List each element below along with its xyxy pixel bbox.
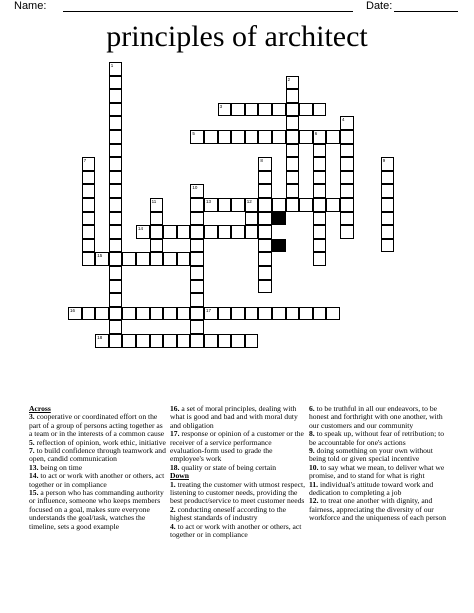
- crossword-cell[interactable]: [190, 252, 204, 266]
- crossword-cell[interactable]: [109, 252, 123, 266]
- down-heading: Down: [170, 471, 189, 481]
- crossword-cell[interactable]: [82, 225, 96, 239]
- crossword-cell[interactable]: [82, 184, 96, 198]
- crossword-cell[interactable]: [204, 130, 218, 144]
- crossword-cell[interactable]: [82, 307, 96, 321]
- crossword-cell[interactable]: [286, 157, 300, 171]
- crossword-cell[interactable]: [150, 252, 164, 266]
- crossword-cell[interactable]: [340, 225, 354, 239]
- crossword-cell[interactable]: [286, 307, 300, 321]
- crossword-cell[interactable]: [258, 307, 272, 321]
- crossword-cell[interactable]: [313, 171, 327, 185]
- crossword-cell[interactable]: [136, 252, 150, 266]
- crossword-cell[interactable]: [163, 334, 177, 348]
- cell-number: 4: [342, 117, 345, 123]
- crossword-cell[interactable]: [245, 198, 259, 212]
- crossword-cell[interactable]: [109, 157, 123, 171]
- crossword-cell[interactable]: [190, 239, 204, 253]
- crossword-cell[interactable]: [286, 198, 300, 212]
- cell-number: 16: [70, 307, 76, 313]
- crossword-cell[interactable]: [286, 76, 300, 90]
- clue-down-10: 10. to say what we mean, to deliver what we promise, and to stand for what is right: [309, 462, 445, 481]
- crossword-cell[interactable]: [340, 198, 354, 212]
- crossword-cell[interactable]: [109, 266, 123, 280]
- crossword-cell[interactable]: [218, 198, 232, 212]
- crossword-cell[interactable]: [109, 184, 123, 198]
- crossword-cell[interactable]: [218, 130, 232, 144]
- crossword-cell[interactable]: [340, 130, 354, 144]
- crossword-cell[interactable]: [163, 225, 177, 239]
- crossword-cell[interactable]: [204, 225, 218, 239]
- cell-number: 5: [192, 131, 195, 136]
- crossword-cell[interactable]: [109, 293, 123, 307]
- crossword-cell[interactable]: [109, 212, 123, 226]
- name-field[interactable]: [63, 11, 353, 12]
- crossword-cell[interactable]: [150, 239, 164, 253]
- crossword-cell[interactable]: [245, 307, 259, 321]
- clue-across-14: 14. to act or work with another or others, act together or in compliance: [29, 471, 165, 489]
- cell-number: 7: [83, 158, 87, 164]
- cell-number: 13: [206, 199, 212, 204]
- date-field[interactable]: [394, 11, 458, 12]
- crossword-cell[interactable]: [245, 334, 259, 348]
- crossword-cell[interactable]: [109, 320, 123, 334]
- crossword-cell[interactable]: [82, 171, 96, 185]
- clue-across-15: 15. a person who has commanding authority or influence, someone who keeps members focused on a goal, makes sure everyone understands the goal/task, watches the timeline, sets a good example: [29, 488, 164, 531]
- cell-number: 3: [219, 103, 223, 109]
- crossword-cell[interactable]: [177, 334, 191, 348]
- cell-number: 17: [206, 307, 212, 313]
- crossword-cell[interactable]: [258, 239, 272, 253]
- crossword-cell[interactable]: [272, 103, 286, 117]
- crossword-block: [272, 212, 286, 226]
- crossword-cell[interactable]: [190, 198, 204, 212]
- crossword-cell[interactable]: [231, 334, 245, 348]
- crossword-cell[interactable]: [109, 198, 123, 212]
- crossword-cell[interactable]: [340, 144, 354, 158]
- crossword-cell[interactable]: [204, 334, 218, 348]
- clue-down-12: 12. to treat one another with dignity, and fairness, appreciating the diversity of our workforce and the uniqueness of each person: [309, 496, 447, 523]
- crossword-cell[interactable]: [313, 225, 327, 239]
- clue-across-18: 18. quality or state of being certain: [170, 462, 277, 472]
- crossword-cell[interactable]: [177, 225, 191, 239]
- crossword-cell[interactable]: [218, 225, 232, 239]
- crossword-cell[interactable]: [340, 171, 354, 185]
- cell-number: 2: [287, 76, 291, 82]
- crossword-cell[interactable]: [340, 157, 354, 171]
- cell-number: 14: [138, 226, 144, 232]
- crossword-cell[interactable]: [326, 130, 340, 144]
- crossword-cell[interactable]: [190, 280, 204, 294]
- crossword-block: [272, 239, 286, 253]
- crossword-cell[interactable]: [109, 334, 123, 348]
- cell-number: 10: [192, 185, 198, 191]
- crossword-cell[interactable]: [109, 144, 123, 158]
- crossword-cell[interactable]: [231, 307, 245, 321]
- cell-number: 12: [246, 199, 252, 204]
- crossword-cell[interactable]: [109, 130, 123, 144]
- crossword-cell[interactable]: [190, 334, 204, 348]
- clue-across-7: 7. to build confidence through teamwork and open, candid communication: [29, 446, 166, 464]
- crossword-cell[interactable]: [258, 225, 272, 239]
- clue-down-4: 4. to act or work with another or others, act together or in compliance: [170, 521, 302, 540]
- crossword-cell[interactable]: [190, 184, 204, 198]
- crossword-cell[interactable]: [313, 239, 327, 253]
- page-title: principles of architect: [106, 20, 368, 53]
- crossword-cell[interactable]: [190, 320, 204, 334]
- cell-number: 18: [97, 335, 103, 340]
- clues-column-1: [29, 405, 166, 531]
- crossword-cell[interactable]: [258, 198, 272, 212]
- crossword-cell[interactable]: [381, 225, 395, 239]
- crossword-cell[interactable]: [258, 184, 272, 198]
- crossword-cell[interactable]: [381, 212, 395, 226]
- crossword-cell[interactable]: [122, 252, 136, 266]
- cell-number: 9: [382, 158, 386, 164]
- crossword-cell[interactable]: [258, 103, 272, 117]
- crossword-cell[interactable]: [245, 212, 259, 226]
- crossword-cell[interactable]: [286, 144, 300, 158]
- crossword-cell[interactable]: [313, 307, 327, 321]
- crossword-cell[interactable]: [258, 252, 272, 266]
- crossword-cell[interactable]: [313, 198, 327, 212]
- crossword-cell[interactable]: [218, 334, 232, 348]
- crossword-cell[interactable]: [150, 334, 164, 348]
- crossword-cell[interactable]: [68, 307, 82, 321]
- crossword-cell[interactable]: [231, 198, 245, 212]
- crossword-cell[interactable]: [109, 239, 123, 253]
- crossword-cell[interactable]: [272, 307, 286, 321]
- crossword-cell[interactable]: [299, 103, 313, 117]
- header: [0, 0, 474, 14]
- crossword-cell[interactable]: [245, 103, 259, 117]
- crossword-cell[interactable]: [82, 212, 96, 226]
- cell-number: 6: [314, 131, 318, 136]
- crossword-cell[interactable]: [326, 307, 340, 321]
- clue-across-16: 16. a set of moral principles, dealing with what is good and bad and with moral duty and obligation: [170, 404, 298, 430]
- crossword-cell[interactable]: [190, 130, 204, 144]
- crossword-cell[interactable]: [95, 252, 109, 266]
- crossword-cell[interactable]: [258, 266, 272, 280]
- crossword-cell[interactable]: [109, 116, 123, 130]
- crossword-cell[interactable]: [381, 239, 395, 253]
- crossword-cell[interactable]: [258, 280, 272, 294]
- crossword-cell[interactable]: [272, 130, 286, 144]
- crossword-cell[interactable]: [204, 307, 218, 321]
- crossword-cell[interactable]: [150, 198, 164, 212]
- crossword-cell[interactable]: [340, 184, 354, 198]
- clue-down-11: 11. individual's attitude toward work and dedication to completing a job: [309, 479, 434, 498]
- crossword-cell[interactable]: [313, 130, 327, 144]
- crossword-cell[interactable]: [299, 307, 313, 321]
- crossword-cell[interactable]: [190, 307, 204, 321]
- crossword-cell[interactable]: [163, 252, 177, 266]
- crossword-cell[interactable]: [136, 334, 150, 348]
- crossword-cell[interactable]: [82, 252, 96, 266]
- name-label: Name:: [14, 0, 47, 12]
- crossword-cell[interactable]: [286, 116, 300, 130]
- crossword-cell[interactable]: [313, 157, 327, 171]
- crossword-cell[interactable]: [122, 307, 136, 321]
- clue-across-5: 5. reflection of opinion, work ethic, initiative: [29, 437, 166, 447]
- clue-across-13: 13. being on time: [29, 462, 83, 472]
- crossword-cell[interactable]: [190, 293, 204, 307]
- crossword-cell[interactable]: [326, 198, 340, 212]
- crossword-cell[interactable]: [313, 103, 327, 117]
- crossword-cell[interactable]: [340, 116, 354, 130]
- crossword-cell[interactable]: [150, 225, 164, 239]
- crossword-cell[interactable]: [313, 212, 327, 226]
- crossword-cell[interactable]: [313, 184, 327, 198]
- crossword-cell[interactable]: [286, 171, 300, 185]
- crossword-cell[interactable]: [109, 307, 123, 321]
- crossword-cell[interactable]: [150, 212, 164, 226]
- crossword-cell[interactable]: [190, 212, 204, 226]
- crossword-cell[interactable]: [136, 225, 150, 239]
- crossword-cell[interactable]: [190, 266, 204, 280]
- crossword-cell[interactable]: [258, 157, 272, 171]
- crossword-cell[interactable]: [177, 252, 191, 266]
- crossword-cell[interactable]: [109, 280, 123, 294]
- crossword-cell[interactable]: [109, 103, 123, 117]
- cell-number: 8: [260, 158, 263, 164]
- clues-column-2: [170, 405, 306, 540]
- cell-number: 1: [110, 63, 114, 68]
- crossword-cell[interactable]: [381, 171, 395, 185]
- crossword-cell[interactable]: [190, 225, 204, 239]
- crossword-cell[interactable]: [109, 225, 123, 239]
- crossword-cell[interactable]: [258, 212, 272, 226]
- crossword-cell[interactable]: [286, 103, 300, 117]
- crossword-cell[interactable]: [177, 307, 191, 321]
- clue-down-6: 6. to be truthful in all our endeavors, to be honest and forthright with one another, with our customers and our community: [309, 404, 443, 430]
- clue-across-17: 17. response or opinion of a customer or the receiver of a service performance evaluation-form used to grade the employee's work: [170, 429, 304, 464]
- cell-number: 15: [97, 253, 103, 259]
- date-label: Date:: [366, 0, 393, 12]
- clue-down-2: 2. conducting oneself according to the highest standards of industry: [170, 504, 286, 523]
- crossword-cell[interactable]: [299, 198, 313, 212]
- crossword-cell[interactable]: [231, 103, 245, 117]
- crossword-cell[interactable]: [150, 307, 164, 321]
- crossword-cell[interactable]: [163, 307, 177, 321]
- crossword-cell[interactable]: [82, 198, 96, 212]
- clue-down-1: 1. treating the customer with utmost respect, listening to customer needs, providing the best product/service to meet customer needs: [170, 479, 305, 506]
- crossword-cell[interactable]: [286, 130, 300, 144]
- crossword-cell[interactable]: [95, 307, 109, 321]
- clue-down-8: 8. to speak up, without fear of retribution; to be accountable for one's actions: [309, 429, 444, 447]
- clue-across-3: 3. cooperative or coordinated effort on the part of a group of persons acting together as a team or in the interests of a common cause: [29, 412, 165, 439]
- crossword-cell[interactable]: [299, 130, 313, 144]
- crossword-cell[interactable]: [231, 130, 245, 144]
- crossword-cell[interactable]: [231, 225, 245, 239]
- crossword-cell[interactable]: [286, 89, 300, 103]
- crossword-cell[interactable]: [340, 212, 354, 226]
- crossword-cell[interactable]: [95, 334, 109, 348]
- crossword-cell[interactable]: [245, 225, 259, 239]
- crossword-cell[interactable]: [286, 184, 300, 198]
- crossword-cell[interactable]: [122, 334, 136, 348]
- crossword-cell[interactable]: [245, 130, 259, 144]
- cell-number: 11: [151, 199, 157, 204]
- crossword-cell[interactable]: [381, 157, 395, 171]
- crossword-cell[interactable]: [82, 157, 96, 171]
- crossword-cell[interactable]: [218, 307, 232, 321]
- crossword-cell[interactable]: [82, 239, 96, 253]
- crossword-cell[interactable]: [313, 144, 327, 158]
- crossword-cell[interactable]: [381, 184, 395, 198]
- crossword-cell[interactable]: [258, 171, 272, 185]
- crossword-cell[interactable]: [272, 198, 286, 212]
- crossword-cell[interactable]: [109, 76, 123, 90]
- clues-column-3: [309, 405, 447, 523]
- crossword-cell[interactable]: [381, 198, 395, 212]
- crossword-cell[interactable]: [136, 307, 150, 321]
- crossword-cell[interactable]: [218, 103, 232, 117]
- crossword-cell[interactable]: [258, 130, 272, 144]
- crossword-cell[interactable]: [109, 171, 123, 185]
- crossword-cell[interactable]: [109, 89, 123, 103]
- across-heading: Across: [29, 404, 51, 413]
- crossword-cell[interactable]: [204, 198, 218, 212]
- clue-down-9: 9. doing something on your own without being told or given special incentive: [309, 446, 433, 464]
- crossword-cell[interactable]: [313, 252, 327, 266]
- crossword-cell[interactable]: [109, 62, 123, 76]
